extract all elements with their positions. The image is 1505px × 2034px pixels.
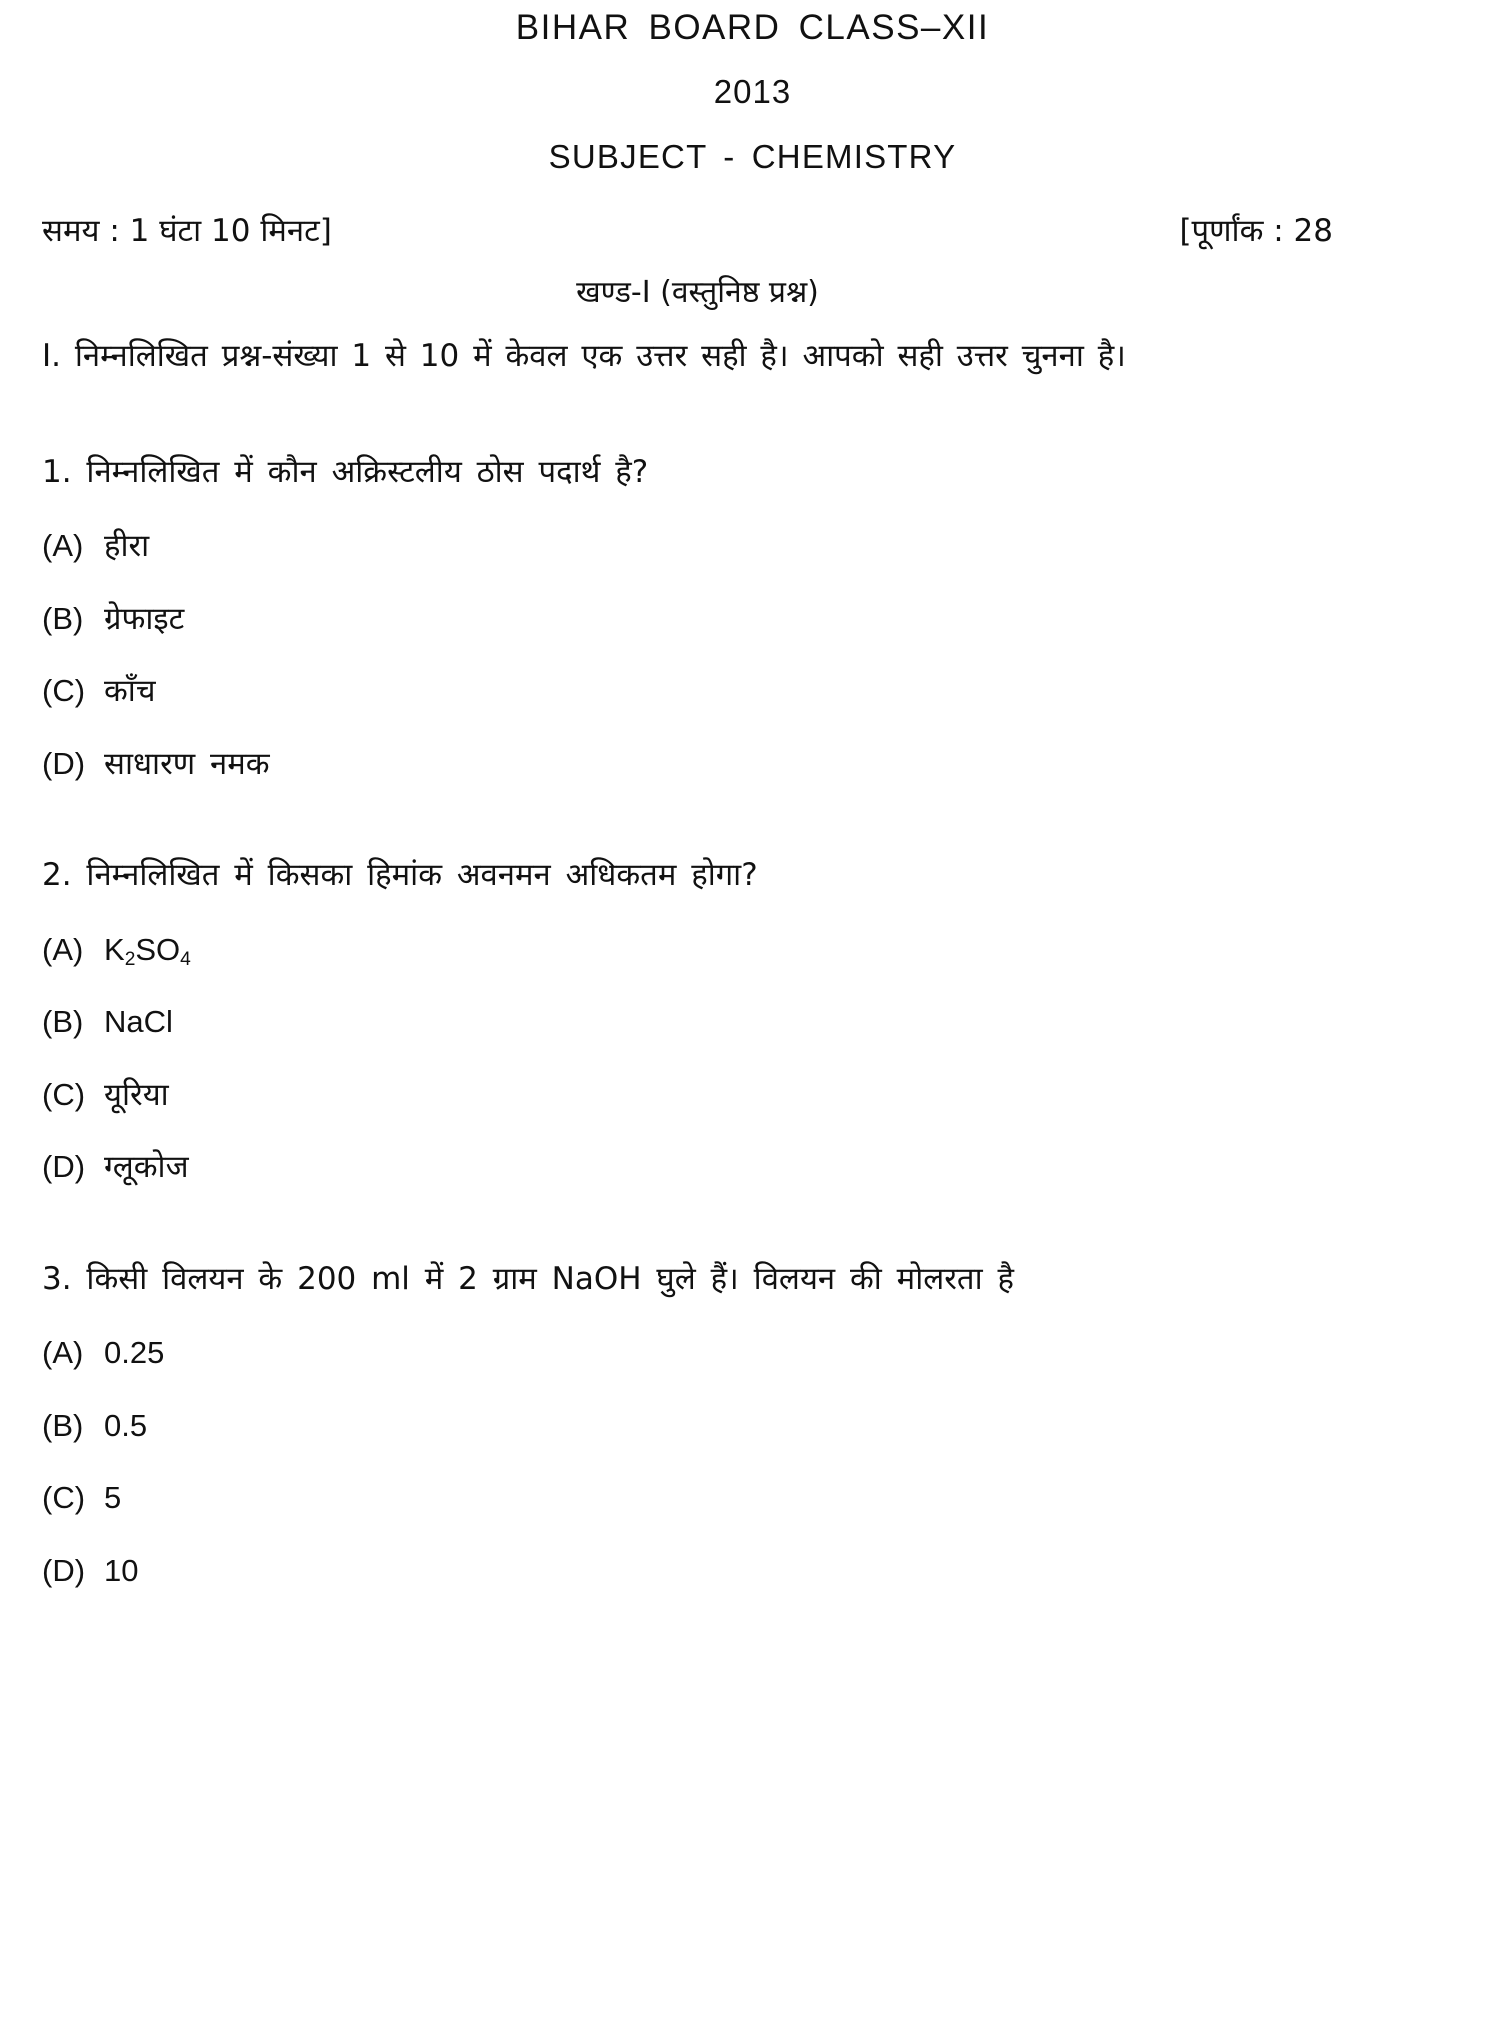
- questions-list: [42, 448, 1463, 1595]
- option-text: NaCl: [104, 1004, 173, 1040]
- option-row[interactable]: [42, 927, 1463, 974]
- option-letter: (B): [42, 1004, 84, 1040]
- option-text: ग्रेफाइट: [104, 600, 185, 637]
- question-block: [42, 1255, 1463, 1595]
- time-allowed: समय : 1 घंटा 10 मिनट]: [42, 212, 332, 249]
- option-letter: (A): [42, 528, 84, 564]
- page-header: [42, 0, 1463, 177]
- option-row[interactable]: [42, 523, 1463, 570]
- option-text: काँच: [104, 673, 156, 710]
- board-title: BIHAR BOARD CLASS–XII: [515, 8, 990, 47]
- option-text: 5: [104, 1480, 122, 1516]
- option-list: [42, 523, 1463, 787]
- option-text: ग्लूकोज: [104, 1149, 189, 1186]
- option-letter: (A): [42, 931, 84, 967]
- question-block: [42, 448, 1463, 788]
- option-row[interactable]: [42, 1475, 1463, 1522]
- option-row[interactable]: [42, 1072, 1463, 1119]
- option-letter: (C): [42, 1076, 86, 1112]
- option-text: $K_2SO_4$: [104, 931, 191, 971]
- option-row[interactable]: [42, 1330, 1463, 1377]
- exam-meta-row: [42, 211, 1463, 253]
- question-block: [42, 851, 1463, 1191]
- section-heading: खण्ड-I (वस्तुनिष्ठ प्रश्न): [576, 274, 819, 310]
- option-letter: (D): [42, 1149, 86, 1185]
- option-row[interactable]: [42, 1403, 1463, 1450]
- option-list: [42, 927, 1463, 1191]
- option-row[interactable]: [42, 999, 1463, 1046]
- option-letter: (C): [42, 673, 86, 709]
- option-row[interactable]: [42, 1144, 1463, 1191]
- option-row[interactable]: [42, 668, 1463, 715]
- option-letter: (C): [42, 1480, 86, 1516]
- option-row[interactable]: [42, 741, 1463, 788]
- full-marks: [पूर्णांक : 28: [1179, 212, 1333, 249]
- option-row[interactable]: [42, 1548, 1463, 1595]
- option-letter: (B): [42, 600, 84, 636]
- option-letter: (D): [42, 745, 86, 781]
- option-letter: (A): [42, 1335, 84, 1371]
- option-text: 10: [104, 1552, 139, 1588]
- option-text: यूरिया: [104, 1076, 169, 1113]
- question-text: 2. निम्नलिखित में किसका हिमांक अवनमन अधिकतम होगा?: [42, 857, 758, 894]
- option-text: हीरा: [104, 528, 150, 565]
- exam-year: 2013: [713, 72, 792, 110]
- question-text: 1. निम्नलिखित में कौन अक्रिस्टलीय ठोस पदार्थ है?: [42, 453, 649, 490]
- subject-title: SUBJECT - CHEMISTRY: [548, 138, 957, 176]
- option-text: साधारण नमक: [104, 745, 270, 782]
- question-text: 3. किसी विलयन के 200 ml में 2 ग्राम NaOH घुले हैं। विलयन की मोलरता है: [42, 1260, 1014, 1297]
- instruction-paragraph: I. निम्नलिखित प्रश्न-संख्या 1 से 10 में केवल एक उत्तर सही है। आपको सही उत्तर चुनना है।: [42, 338, 1126, 375]
- option-text: 0.25: [104, 1335, 165, 1371]
- option-list: [42, 1330, 1463, 1594]
- option-letter: (B): [42, 1407, 84, 1443]
- option-letter: (D): [42, 1552, 86, 1588]
- option-row[interactable]: [42, 596, 1463, 643]
- option-text: 0.5: [104, 1407, 148, 1443]
